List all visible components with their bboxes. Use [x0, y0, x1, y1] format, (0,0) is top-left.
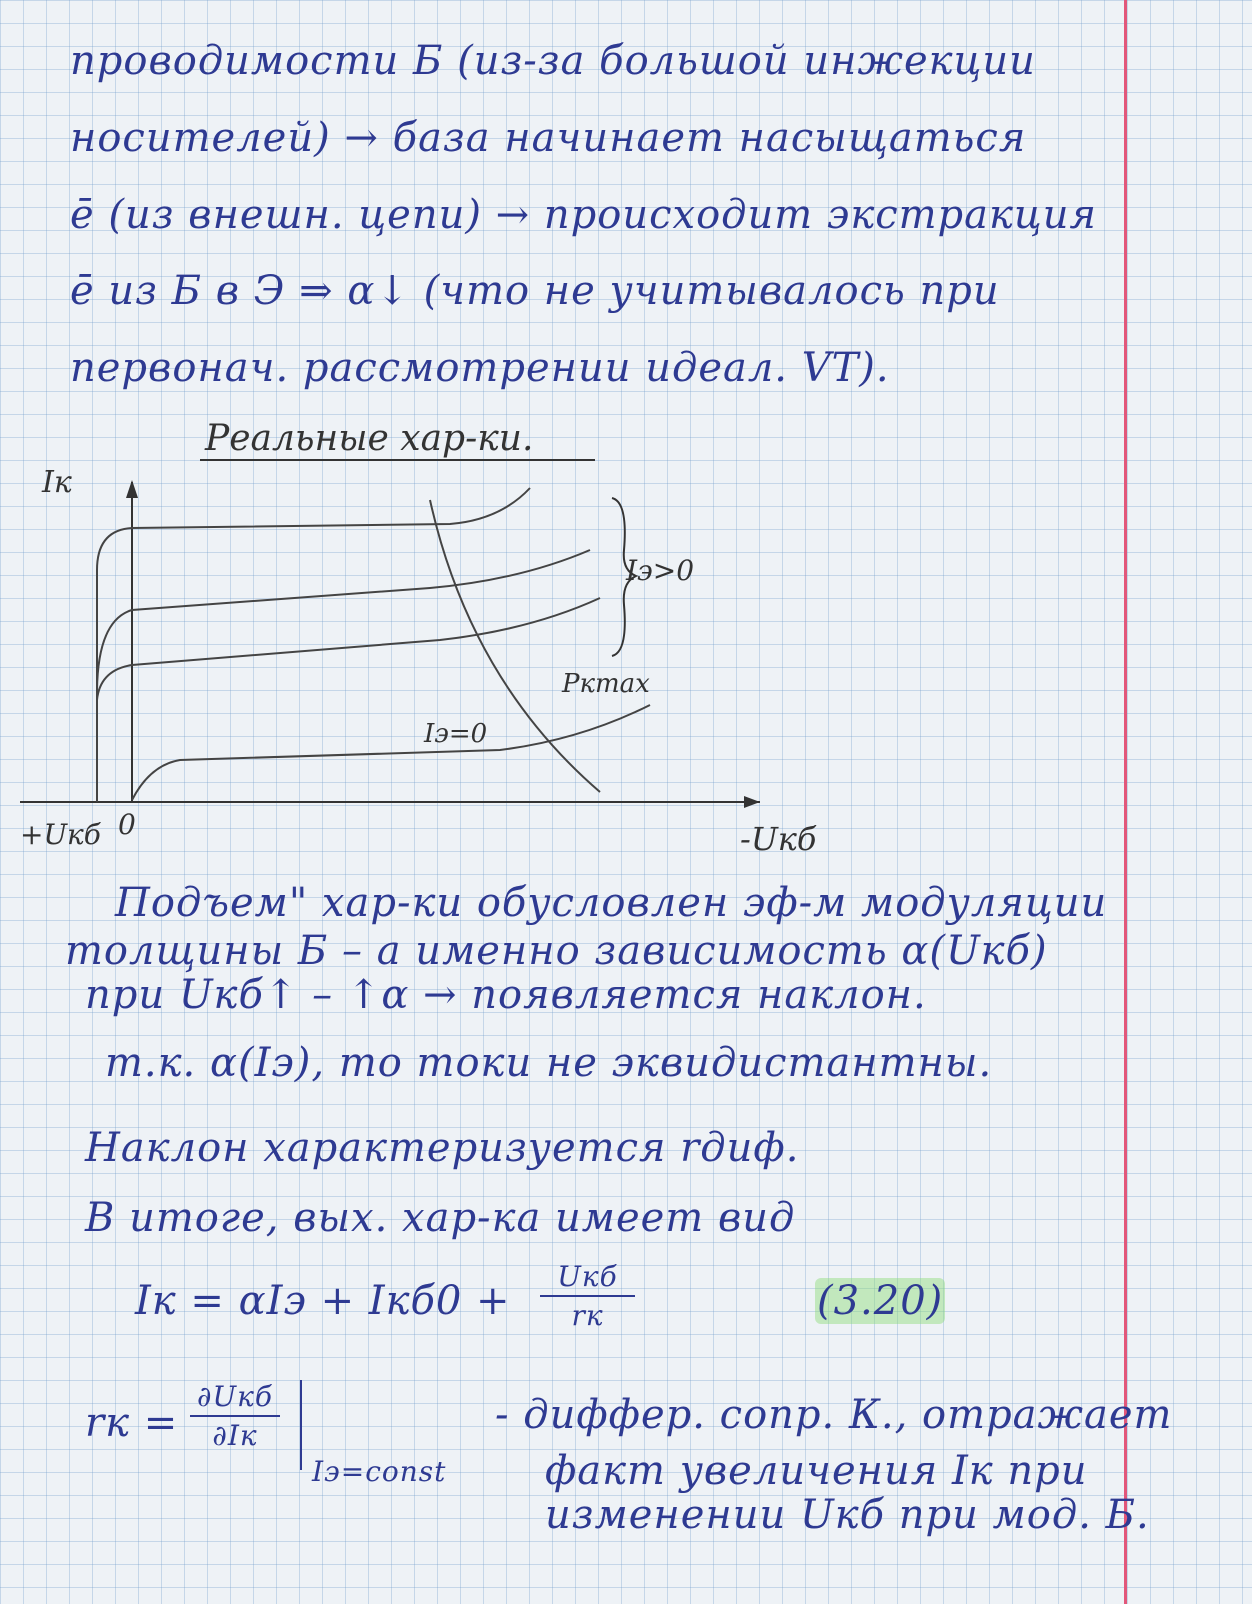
output-characteristics-chart — [0, 420, 1252, 890]
formula-lhs: Iк = αIэ + Iкб0 + — [135, 1278, 511, 1324]
origin-label: 0 — [118, 808, 136, 841]
x-axis-arrow — [744, 796, 760, 808]
text-line: Подъем" хар-ки обусловлен эф-м модуляции — [115, 880, 1108, 926]
fraction-uk-rk — [540, 1260, 635, 1332]
y-axis-label: Iк — [42, 465, 72, 500]
fraction-numerator: ∂Uкб — [197, 1380, 273, 1413]
left-axis-label: +Uкб — [20, 818, 101, 851]
fraction-denominator: ∂Iк — [212, 1419, 258, 1452]
description-line: факт увеличения Iк при — [545, 1448, 1088, 1494]
text-line: ē (из внешн. цепи) → происходит экстракция — [70, 192, 1098, 238]
evaluation-bar — [300, 1380, 302, 1470]
formula-rk-lhs: rк = — [85, 1400, 179, 1446]
text-line: при Uкб↑ – ↑α → появляется наклон. — [85, 972, 927, 1018]
pmax-label: Pкmax — [562, 669, 650, 699]
equation-tag — [815, 1278, 945, 1324]
fraction-numerator: Uкб — [557, 1260, 618, 1293]
description-line: - диффер. сопр. К., отражает — [495, 1392, 1173, 1438]
text-line: т.к. α(Iэ), то токи не эквидистантны. — [105, 1040, 993, 1086]
fraction-bar — [190, 1415, 280, 1417]
text-line: проводимости Б (из-за большой инжекции — [70, 38, 1036, 84]
formula-condition: Iэ=const — [312, 1455, 447, 1488]
text-line: ē из Б в Э ⇒ α↓ (что не учитывалось при — [70, 268, 1000, 314]
brace-label: Iэ>0 — [626, 554, 695, 587]
text-line: первонач. рассмотрении идеал. VT). — [70, 345, 890, 391]
text-line: Наклон характеризуется rдиф. — [85, 1125, 800, 1171]
text-line: В итоге, вых. хар-ка имеет вид — [85, 1195, 796, 1241]
curve-ie-zero — [132, 705, 650, 800]
fraction-denominator: rк — [571, 1299, 604, 1332]
curve-ie-low — [97, 598, 600, 700]
text-line: носителей) → база начинает насыщаться — [70, 115, 1027, 161]
y-axis-arrow — [126, 480, 138, 498]
fraction-bar — [540, 1295, 635, 1297]
chart-title: Реальные хар-ки. — [205, 420, 534, 459]
description-line: изменении Uкб при мод. Б. — [545, 1492, 1150, 1538]
x-axis-label: -Uкб — [740, 820, 817, 858]
curve-ie-mid — [97, 550, 590, 690]
fraction-derivative — [190, 1380, 280, 1452]
text-line: толщины Б – а именно зависимость α(Uкб) — [65, 928, 1048, 974]
zero-current-label: Iэ=0 — [424, 719, 488, 749]
equation-tag-text: (3.20) — [817, 1278, 944, 1324]
